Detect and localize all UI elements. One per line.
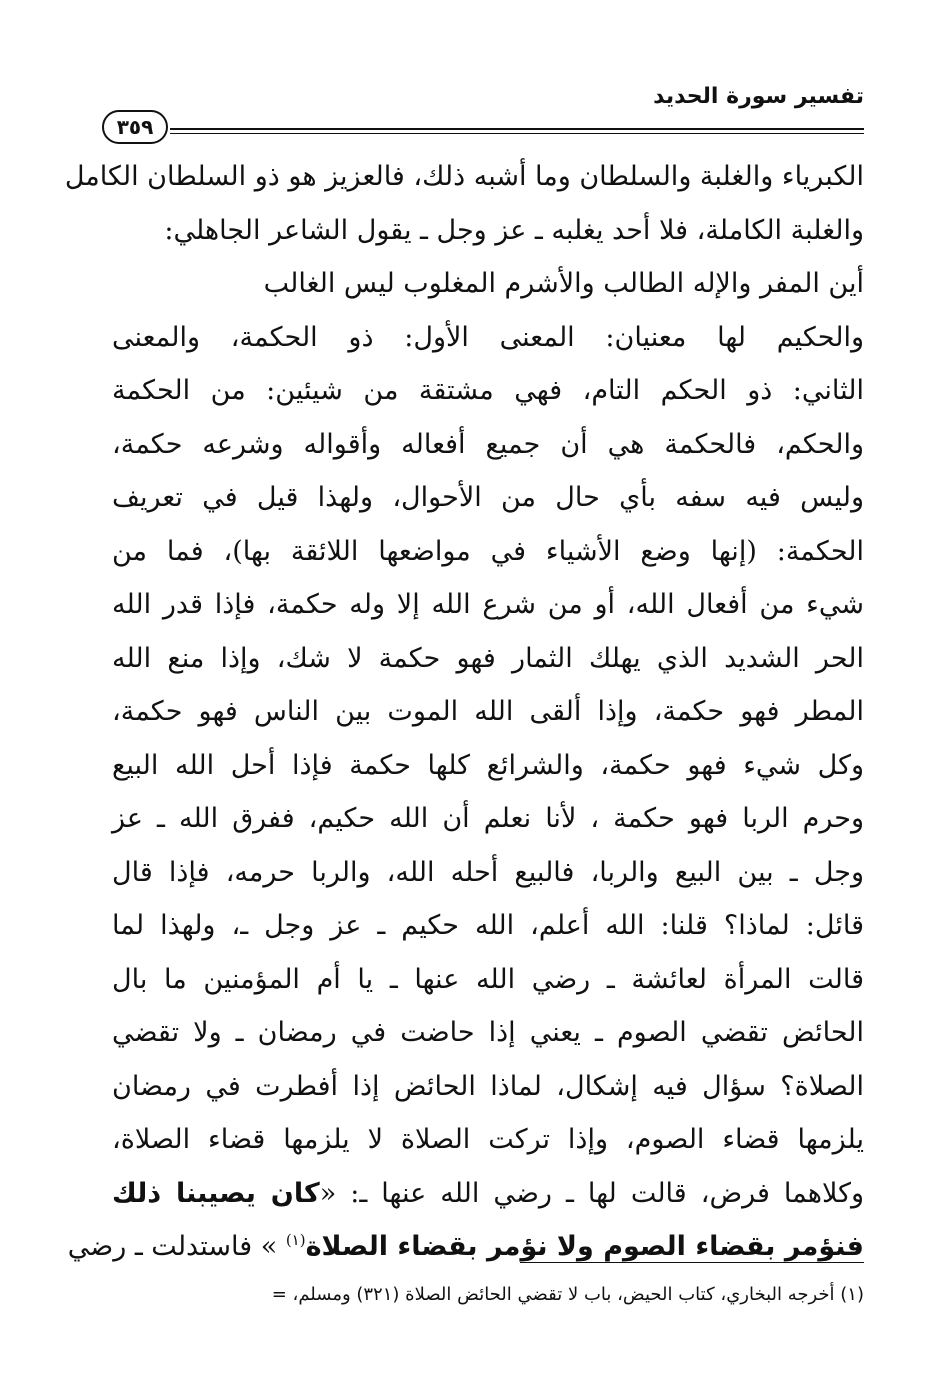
footnote-reference[interactable]: (١) (285, 1231, 306, 1249)
text-line: المطر فهو حكمة، وإذا ألقى الله الموت بين الناس فهو حكمة، (112, 696, 864, 727)
footnote-rule (520, 1262, 864, 1263)
hadith-quote: كان يصيبنا ذلك (112, 1177, 320, 1209)
text-line: وليس فيه سفه بأي حال من الأحوال، ولهذا قيل في تعريف (112, 482, 864, 513)
text-segment: » فاستدلت ـ رضي (67, 1231, 286, 1262)
header-rule-inner (170, 133, 864, 134)
text-line: يلزمها قضاء الصوم، وإذا تركت الصلاة لا يلزمها قضاء الصلاة، (112, 1124, 864, 1155)
text-line: والغلبة الكاملة، فلا أحد يغلبه ـ عز وجل ـ يقول الشاعر الجاهلي: (164, 214, 864, 246)
text-line: الحائض تقضي الصوم ـ يعني إذا حاضت في رمضان ـ ولا تقضي (112, 1017, 864, 1048)
text-line: الحر الشديد الذي يهلك الثمار فهو حكمة لا شك، وإذا منع الله (112, 642, 864, 674)
page-number: ٣٥٩ (102, 110, 168, 144)
text-line: والحكيم لها معنيان: المعنى الأول: ذو الحكمة، والمعنى (112, 321, 864, 353)
running-title: تفسير سورة الحديد (653, 84, 864, 109)
text-line: الصلاة؟ سؤال فيه إشكال، لماذا الحائض إذا أفطرت في رمضان (112, 1070, 864, 1102)
text-line: قالت المرأة لعائشة ـ رضي الله عنها ـ يا أم المؤمنين ما بال (112, 963, 864, 995)
header-rule (170, 128, 864, 130)
text-line: الحكمة: (إنها وضع الأشياء في مواضعها اللائقة بها)، فما من (112, 535, 864, 567)
text-line (67, 1220, 864, 1274)
poetry-verse: أين المفر والإله الطالب والأشرم المغلوب ليس الغالب (263, 268, 864, 299)
text-line: شيء من أفعال الله، أو من شرع الله إلا وله حكمة، فإذا قدر الله (112, 589, 864, 620)
text-line: الثاني: ذو الحكم التام، فهي مشتقة من شيئين: من الحكمة (112, 375, 864, 406)
hadith-quote: فنؤمر بقضاء الصوم ولا نؤمر بقضاء الصلاة (305, 1231, 864, 1262)
text-line: وكل شيء فهو حكمة، والشرائع كلها حكمة فإذا أحل الله البيع (112, 749, 864, 781)
text-line: وجل ـ بين البيع والربا، فالبيع أحله الله، والربا حرمه، فإذا قال (112, 856, 864, 888)
text-line: والحكم، فالحكمة هي أن جميع أفعاله وأقواله وشرعه حكمة، (112, 428, 864, 460)
text-line: قائل: لماذا؟ قلنا: الله أعلم، الله حكيم ـ عز وجل ـ، ولهذا لما (112, 910, 864, 941)
body-text (64, 150, 865, 1274)
text-line: الكبرياء والغلبة والسلطان وما أشبه ذلك، فالعزيز هو ذو السلطان الكامل (64, 161, 864, 192)
text-line: وحرم الربا فهو حكمة ، لأنا نعلم أن الله حكيم، ففرق الله ـ عز (112, 803, 864, 834)
text-line (112, 1167, 864, 1221)
footnote: (١) أخرجه البخاري، كتاب الحيض، باب لا تقضي الحائض الصلاة (٣٢١) ومسلم، = (271, 1284, 864, 1305)
text-segment: وكلاهما فرض، قالت لها ـ رضي الله عنها ـ: « (319, 1177, 865, 1209)
